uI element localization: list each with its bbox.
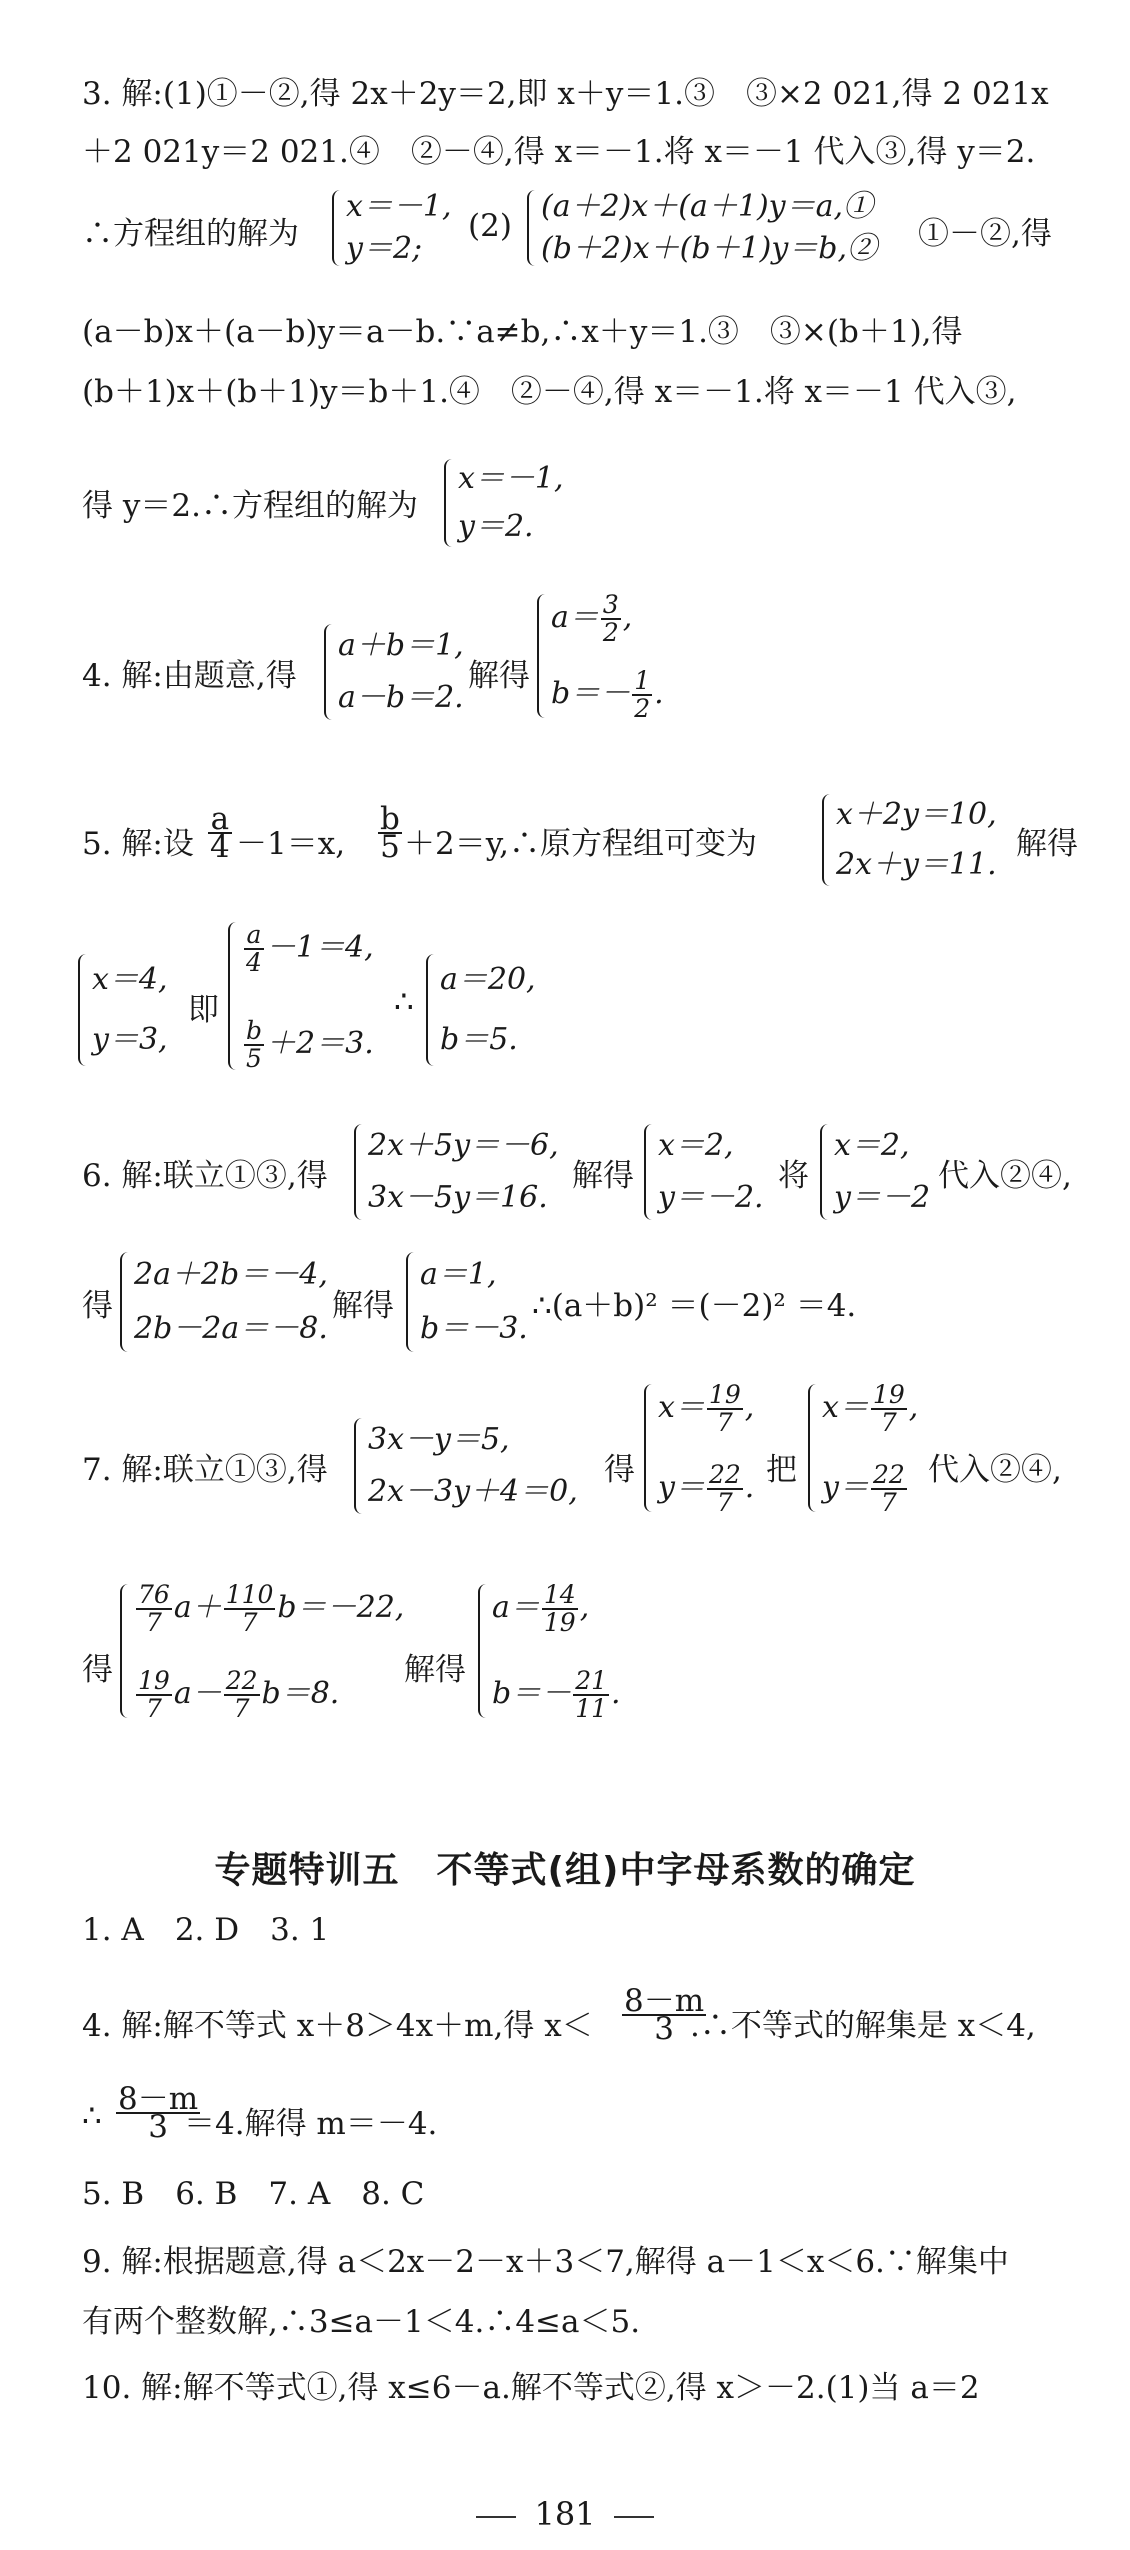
s5-q4-line-2: ＝4.解得 m＝－4. (184, 2106, 438, 2142)
sys-row: $\frac{76}{7}$ a＋ $\frac{110}{7}$ b＝－22, (138, 1580, 405, 1637)
q3-part-2-label: (2) (468, 208, 512, 244)
q7-solve-label: 解得 (404, 1652, 466, 1688)
s5-q9-line-1: 9. 解:根据题意,得 a＜2x－2－x＋3＜7,解得 a－1＜x＜6.∵解集中 (82, 2244, 1009, 2280)
q5-intro: 5. 解:设 (82, 826, 194, 862)
q3-system-solution-1 (330, 186, 452, 270)
sys-row: a－b＝2. (338, 680, 464, 715)
sys-row: 2a＋2b＝－4, (134, 1257, 328, 1292)
sys-row: 3x－y＝5, (368, 1422, 510, 1457)
sys-row: x＝2, (834, 1128, 910, 1163)
s5-answers-1-3: 1. A 2. D 3. 1 (82, 1912, 330, 1948)
s5-q4-therefore: ∴ (82, 2098, 102, 2134)
q5-system-xy (76, 950, 168, 1070)
q6-solve-label: 解得 (572, 1158, 634, 1194)
sys-row: a＋b＝1, (338, 628, 464, 663)
q5-solve-label: 解得 (1016, 826, 1078, 862)
sys-row: 2x＋5y＝－6, (368, 1128, 559, 1163)
s5-q9-line-2: 有两个整数解,∴3≤a－1＜4.∴4≤a＜5. (82, 2304, 641, 2340)
q3-line-1: 3. 解:(1)①－②,得 2x＋2y＝2,即 x＋y＝1.③ ③×2 021,得 2 021x (82, 76, 1049, 112)
sys-row: x＝2, (658, 1128, 734, 1163)
q3-system-solution-2 (442, 455, 564, 551)
fraction-8-minus-m-over-3: $\frac{8-m}{3}$ (624, 1983, 705, 2047)
q6-solve-label-2: 解得 (332, 1288, 394, 1324)
sys-row: 2x＋y＝11. (836, 847, 997, 882)
s5-answers-5-8: 5. B 6. B 7. A 8. C (82, 2176, 425, 2212)
q3-solution-label: ∴方程组的解为 (82, 216, 299, 252)
q4-line: 4. 解:由题意,得 (82, 658, 297, 694)
sys-row: $\frac{b}{5}$ ＋2＝3. (246, 1016, 374, 1073)
sys-row: y＝ $\frac{22}{7}$ (822, 1460, 905, 1517)
sys-row: x＝－1, (458, 461, 564, 496)
q6-system-5 (404, 1248, 528, 1356)
sys-row: y＝3, (92, 1022, 168, 1057)
sys-row: b＝5. (440, 1022, 518, 1057)
sys-row: 2b－2a＝－8. (134, 1311, 328, 1346)
sys-row: y＝2. (458, 509, 534, 544)
section-title: 专题特训五 不等式(组)中字母系数的确定 (214, 1850, 916, 1891)
sys-row: y＝－2 (834, 1180, 931, 1215)
q6-system-1 (352, 1120, 559, 1224)
fraction-b-over-5: $\frac{b}{5}$ (380, 801, 400, 865)
q5-sub-1: －1＝x, (236, 826, 346, 862)
sys-row: $\frac{19}{7}$ a－ $\frac{22}{7}$ b＝8. (138, 1666, 340, 1723)
q6-put-label: 将 (778, 1158, 809, 1194)
sys-row: x＝ $\frac{19}{7}$ , (822, 1380, 919, 1437)
s5-q4-line-1: 4. 解:解不等式 x＋8＞4x＋m,得 x＜ (82, 2008, 593, 2044)
q4-system-given (322, 620, 464, 724)
sys-row: (b＋2)x＋(b＋1)y＝b,② (541, 231, 878, 266)
q5-namely: 即 (188, 992, 219, 1028)
q7-system-2 (642, 1380, 754, 1516)
q6-system-2 (642, 1120, 764, 1224)
q7-system-5 (476, 1580, 621, 1722)
sys-row: 2x－3y＋4＝0, (368, 1474, 578, 1509)
q5-system-ab (424, 950, 536, 1070)
q5-sub-2: ＋2＝y,∴原方程组可变为 (404, 826, 757, 862)
sys-row: (a＋2)x＋(a＋1)y＝a,① (541, 189, 874, 224)
sys-row: a＝1, (420, 1257, 497, 1292)
sys-row: 3x－5y＝16. (368, 1180, 548, 1215)
q3-system-original (525, 186, 877, 270)
q6-intro: 6. 解:联立①③,得 (82, 1158, 328, 1194)
q5-system-transformed (820, 790, 997, 890)
q7-system-3 (806, 1380, 918, 1516)
sys-row: x＝4, (92, 962, 168, 997)
sys-row: a＝ $\frac{14}{19}$ , (492, 1580, 590, 1637)
q7-intro: 7. 解:联立①③,得 (82, 1452, 328, 1488)
q4-system-result (535, 590, 664, 722)
q6-get-label: 得 (82, 1288, 113, 1324)
sys-row: y＝ $\frac{22}{7}$ . (658, 1460, 755, 1517)
sys-row: b＝－ $\frac{21}{11}$ . (492, 1666, 621, 1723)
q3-line-2: ＋2 021y＝2 021.④ ②－④,得 x＝－1.将 x＝－1 代入③,得 y＝2. (82, 134, 1036, 170)
sys-row: a＝20, (440, 962, 536, 997)
sys-row: x＝ $\frac{19}{7}$ , (658, 1380, 755, 1437)
sys-row: a＝ $\frac{3}{2}$ , (551, 590, 633, 647)
q5-therefore: ∴ (394, 984, 414, 1020)
sys-row: b＝－ $\frac{1}{2}$ . (551, 666, 664, 723)
fraction-a-over-4: $\frac{a}{4}$ (210, 801, 230, 865)
sys-row: y＝－2. (658, 1180, 764, 1215)
q4-solve-label: 解得 (468, 658, 530, 694)
fraction-8-minus-m-over-3-b: $\frac{8-m}{3}$ (118, 2081, 199, 2145)
q7-system-4 (118, 1580, 404, 1722)
q7-get-label-2: 得 (82, 1652, 113, 1688)
q5-system-ab-fractions (226, 918, 374, 1074)
q3-line-4: (a－b)x＋(a－b)y＝a－b.∵a≠b,∴x＋y＝1.③ ③×(b＋1),得 (82, 314, 963, 350)
q7-put-label: 把 (766, 1452, 797, 1488)
q6-system-3 (818, 1120, 930, 1224)
q3-line-6: 得 y＝2.∴方程组的解为 (82, 488, 418, 524)
sys-row: x＋2y＝10, (836, 797, 997, 832)
q6-substitute-text: 代入②④, (938, 1158, 1072, 1194)
q7-get-label: 得 (604, 1452, 635, 1488)
q3-line-5: (b＋1)x＋(b＋1)y＝b＋1.④ ②－④,得 x＝－1.将 x＝－1 代入③, (82, 374, 1017, 410)
sys-row: b＝－3. (420, 1311, 528, 1346)
sys-row: $\frac{a}{4}$ －1＝4, (246, 920, 374, 977)
s5-q4-line-1-tail: .∴不等式的解集是 x＜4, (690, 2008, 1036, 2044)
page-number: 181 (0, 2495, 1130, 2533)
sys-row: x＝－1, (346, 189, 452, 224)
q7-substitute-text: 代入②④, (928, 1452, 1062, 1488)
q6-result: ∴(a＋b)² ＝(－2)² ＝4. (532, 1288, 857, 1324)
q7-system-1 (352, 1414, 578, 1518)
q6-system-4 (118, 1248, 328, 1356)
s5-q10-line-1: 10. 解:解不等式①,得 x≤6－a.解不等式②,得 x＞－2.(1)当 a＝2 (82, 2370, 980, 2406)
sys-row: y＝2; (346, 231, 423, 266)
q3-step-text: ①－②,得 (918, 216, 1052, 252)
